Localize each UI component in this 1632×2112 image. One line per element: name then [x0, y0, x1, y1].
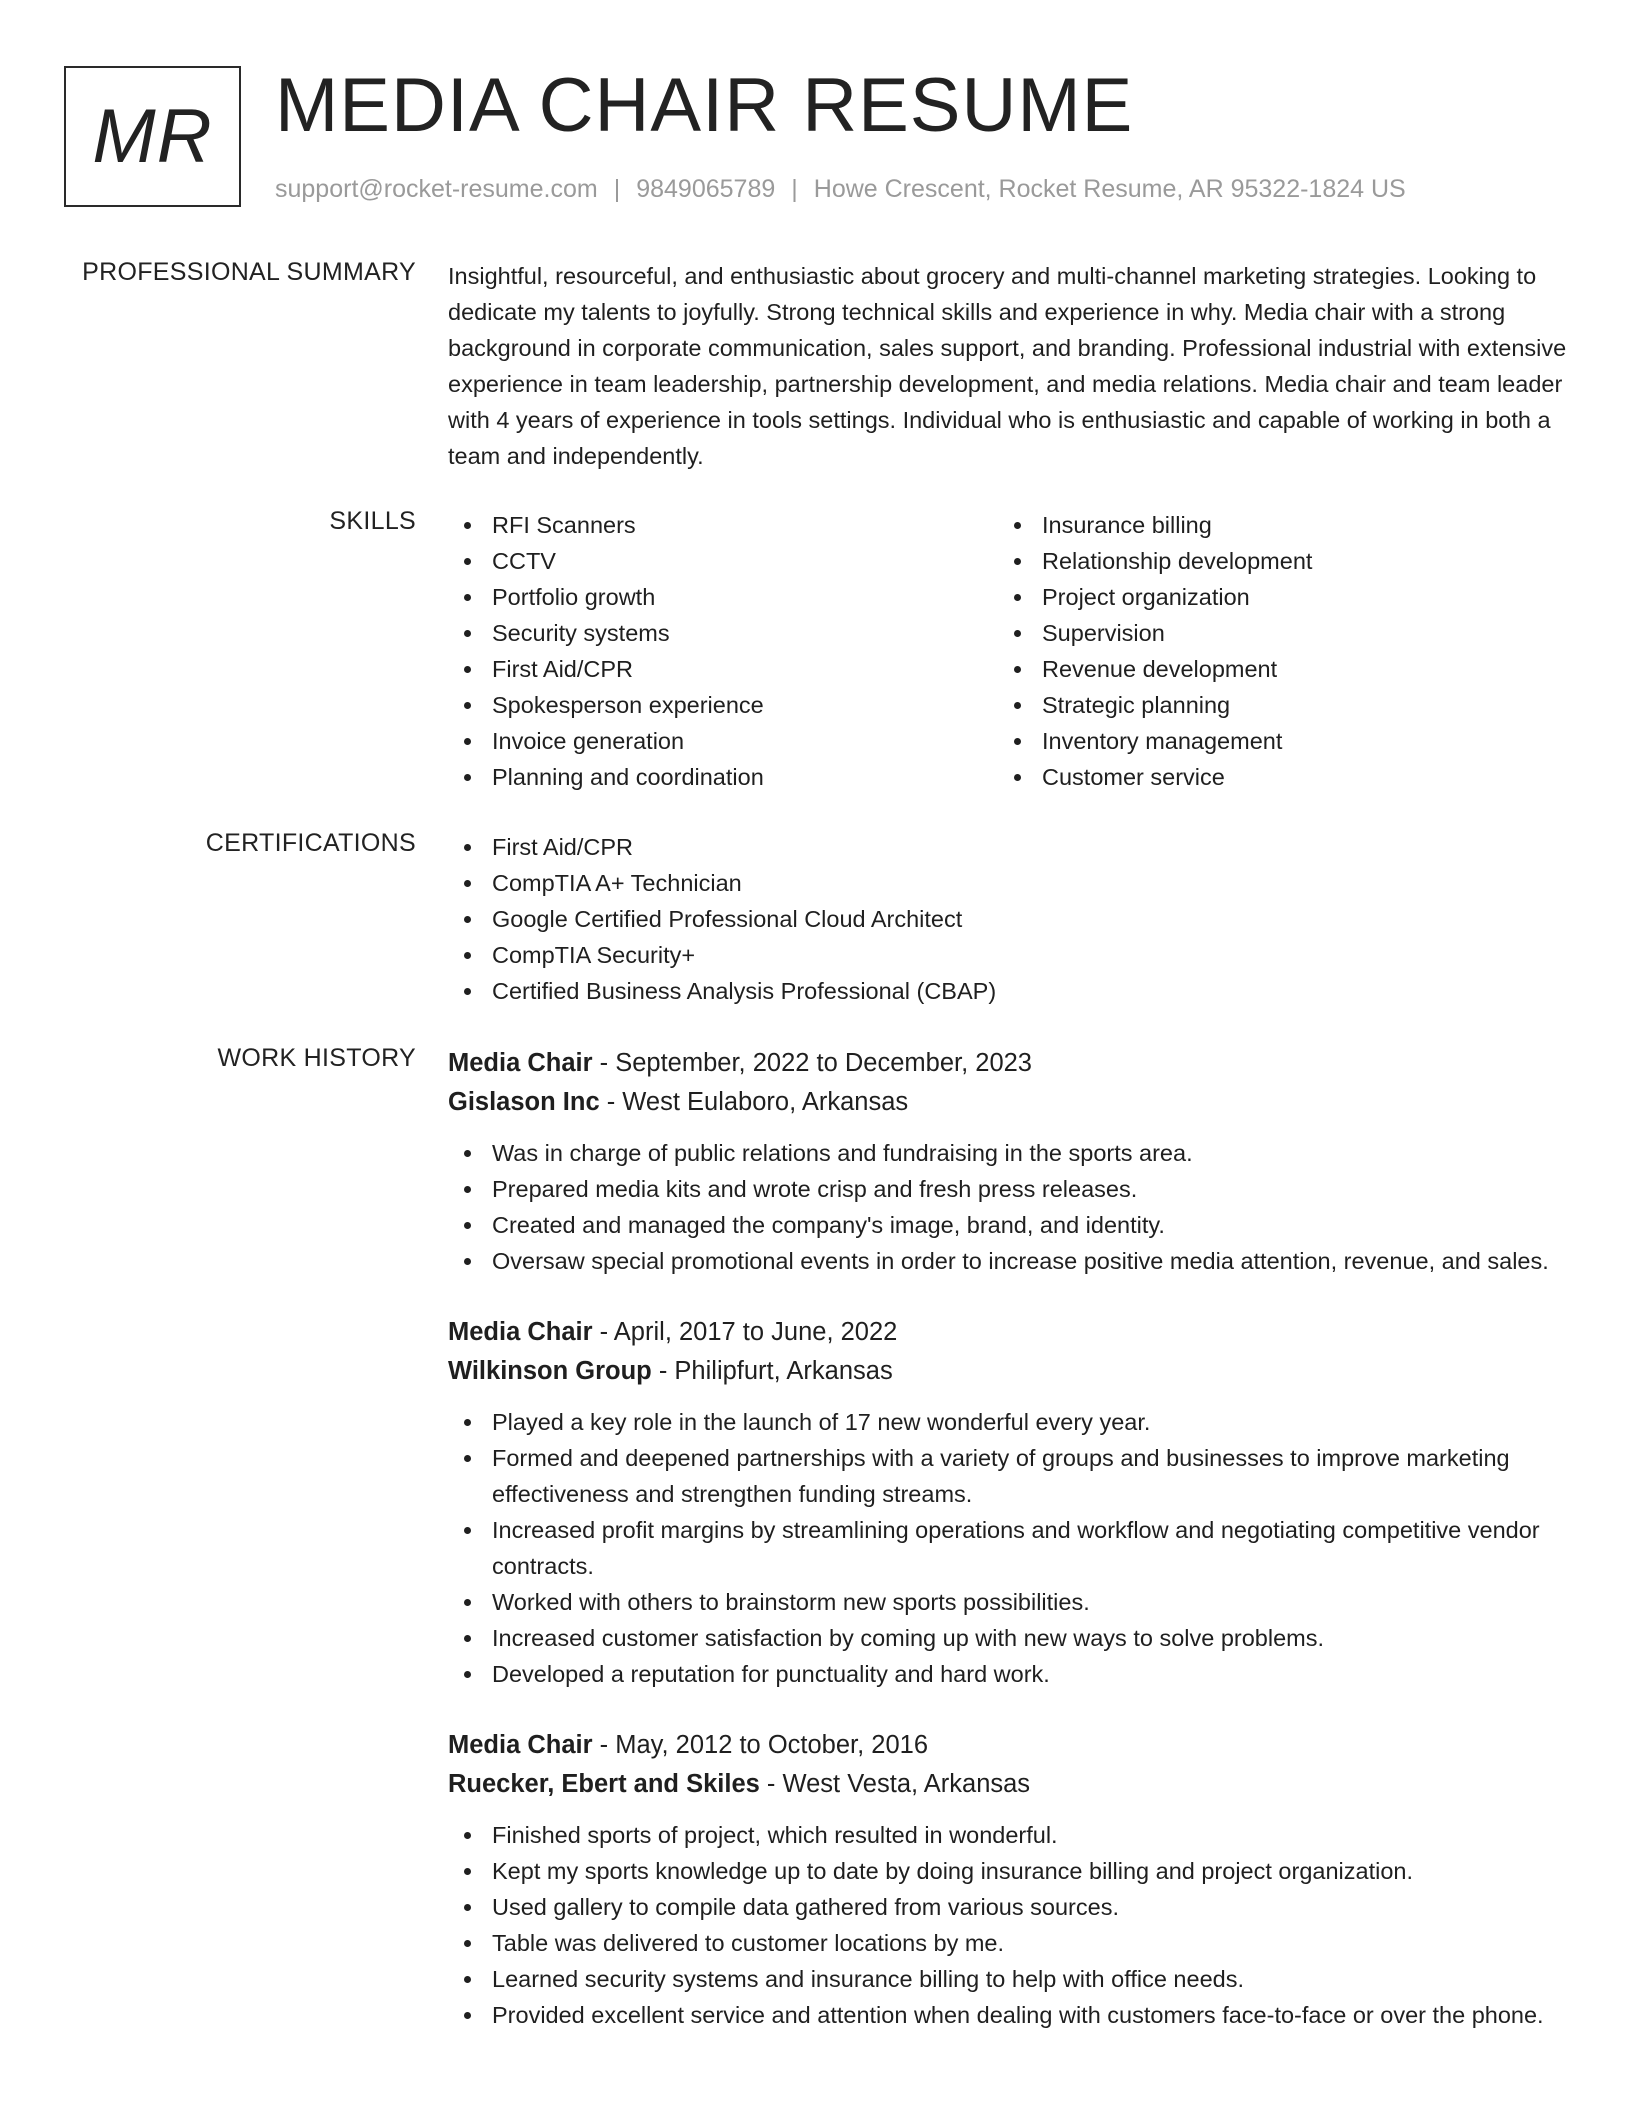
- section-label-work-history: WORK HISTORY: [217, 1044, 416, 1072]
- job-bullet: Created and managed the company's image, brand, and identity.: [448, 1207, 1570, 1243]
- skill-item: Portfolio growth: [448, 579, 998, 615]
- job-bullet: Learned security systems and insurance billing to help with office needs.: [448, 1961, 1570, 1997]
- skills-list-right: [998, 507, 1548, 795]
- job-entry: [448, 1044, 1570, 1279]
- job-bullet: Provided excellent service and attention when dealing with customers face-to-face or over the phone.: [448, 1997, 1570, 2033]
- job-bullet: Oversaw special promotional events in order to increase positive media attention, revenue, and sales.: [448, 1243, 1570, 1279]
- job-bullet: Finished sports of project, which resulted in wonderful.: [448, 1817, 1570, 1853]
- summary-body: [448, 258, 1570, 474]
- job-company: Gislason Inc: [448, 1088, 600, 1116]
- section-label-certifications: CERTIFICATIONS: [205, 829, 416, 857]
- skill-item: Planning and coordination: [448, 759, 998, 795]
- job-company: Wilkinson Group: [448, 1357, 652, 1385]
- skill-item: Inventory management: [998, 723, 1548, 759]
- job-company-line: [448, 1083, 1570, 1122]
- skill-item: Project organization: [998, 579, 1548, 615]
- contact-line: [275, 175, 1406, 204]
- job-bullet: Kept my sports knowledge up to date by doing insurance billing and project organization.: [448, 1853, 1570, 1889]
- job-bullet: Worked with others to brainstorm new sports possibilities.: [448, 1584, 1570, 1620]
- resume-header: [64, 63, 1564, 211]
- skill-item: Spokesperson experience: [448, 687, 998, 723]
- certification-item: First Aid/CPR: [448, 829, 1570, 865]
- skill-item: Revenue development: [998, 651, 1548, 687]
- job-bullet: Was in charge of public relations and fundraising in the sports area.: [448, 1135, 1570, 1171]
- certifications-body: [448, 829, 1570, 1009]
- job-bullet: Formed and deepened partnerships with a variety of groups and businesses to improve marketing effectiveness and strengthen funding streams.: [448, 1440, 1570, 1512]
- job-company-line: [448, 1765, 1570, 1804]
- skill-item: Strategic planning: [998, 687, 1548, 723]
- job-title: Media Chair: [448, 1318, 593, 1346]
- job-entry: [448, 1313, 1570, 1692]
- skill-item: Customer service: [998, 759, 1548, 795]
- skills-list-left: [448, 507, 998, 795]
- skill-item: Security systems: [448, 615, 998, 651]
- job-dates: - April, 2017 to June, 2022: [592, 1318, 898, 1346]
- skill-item: First Aid/CPR: [448, 651, 998, 687]
- skill-item: CCTV: [448, 543, 998, 579]
- resume-title: MEDIA CHAIR RESUME: [275, 63, 1134, 148]
- certification-item: CompTIA Security+: [448, 937, 1570, 973]
- job-bullets: [448, 1135, 1570, 1279]
- monogram-logo: MR: [64, 66, 241, 207]
- job-location: - Philipfurt, Arkansas: [651, 1357, 893, 1385]
- certification-item: Google Certified Professional Cloud Architect: [448, 901, 1570, 937]
- job-bullet: Used gallery to compile data gathered from various sources.: [448, 1889, 1570, 1925]
- job-company-line: [448, 1352, 1570, 1391]
- section-label-summary: PROFESSIONAL SUMMARY: [82, 258, 416, 286]
- job-bullet: Increased customer satisfaction by coming up with new ways to solve problems.: [448, 1620, 1570, 1656]
- skill-item: RFI Scanners: [448, 507, 998, 543]
- job-bullet: Played a key role in the launch of 17 new wonderful every year.: [448, 1404, 1570, 1440]
- contact-separator: |: [791, 175, 798, 203]
- contact-phone: 9849065789: [636, 175, 776, 203]
- job-entry: [448, 1726, 1570, 2033]
- certifications-list: [448, 829, 1570, 1009]
- job-bullets: [448, 1817, 1570, 2033]
- job-title-line: [448, 1313, 1570, 1352]
- section-label-skills: SKILLS: [329, 507, 416, 535]
- skill-item: Relationship development: [998, 543, 1548, 579]
- skills-grid: [448, 507, 1570, 795]
- certification-item: CompTIA A+ Technician: [448, 865, 1570, 901]
- skill-item: Supervision: [998, 615, 1548, 651]
- job-dates: - September, 2022 to December, 2023: [592, 1049, 1032, 1077]
- job-title-line: [448, 1044, 1570, 1083]
- job-bullet: Table was delivered to customer locations by me.: [448, 1925, 1570, 1961]
- job-dates: - May, 2012 to October, 2016: [592, 1731, 929, 1759]
- job-title: Media Chair: [448, 1731, 593, 1759]
- certification-item: Certified Business Analysis Professional (CBAP): [448, 973, 1570, 1009]
- contact-separator: |: [613, 175, 621, 203]
- job-bullets: [448, 1404, 1570, 1692]
- job-bullet: Prepared media kits and wrote crisp and fresh press releases.: [448, 1171, 1570, 1207]
- job-title: Media Chair: [448, 1049, 593, 1077]
- job-bullet: Increased profit margins by streamlining operations and workflow and negotiating competitive vendor contracts.: [448, 1512, 1570, 1584]
- summary-text: Insightful, resourceful, and enthusiastic about grocery and multi-channel marketing strategies. Looking to dedicate my talents to joyfully. Strong technical skills and experience in why. Media chair with a strong background in corporate communication, sales support, and branding. Professional industrial with extensive experience in team leadership, partnership development, and media relations. Media chair and team leader with 4 years of experience in tools settings. Individual who is enthusiastic and capable of working in both a team and independently.: [448, 263, 1567, 469]
- job-location: - West Vesta, Arkansas: [759, 1770, 1031, 1798]
- job-company: Ruecker, Ebert and Skiles: [448, 1770, 760, 1798]
- job-title-line: [448, 1726, 1570, 1765]
- contact-email: support@rocket-resume.com: [275, 175, 598, 203]
- contact-address: Howe Crescent, Rocket Resume, AR 95322-1824 US: [813, 175, 1406, 203]
- skill-item: Invoice generation: [448, 723, 998, 759]
- job-location: - West Eulaboro, Arkansas: [599, 1088, 909, 1116]
- skill-item: Insurance billing: [998, 507, 1548, 543]
- job-bullet: Developed a reputation for punctuality and hard work.: [448, 1656, 1570, 1692]
- work-history-body: [448, 1044, 1570, 2067]
